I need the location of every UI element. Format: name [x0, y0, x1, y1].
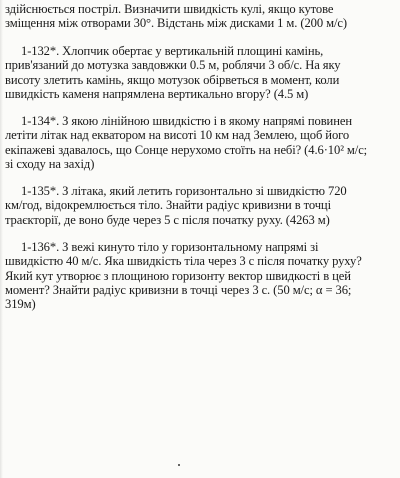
text-line: км/год, відокремлюється тіло. Знайти радіус кривизни в точці	[5, 198, 331, 213]
text-line: 1-132*. Хлопчик обертає у вертикальній площині камінь,	[21, 44, 324, 58]
scan-speck	[178, 464, 180, 466]
text-line: 319м)	[5, 297, 36, 312]
text-line: зміщення між отворами 30°. Відстань між дисками 1 м. (200 м/с)	[5, 16, 347, 31]
text-line: висоту злетить камінь, якщо мотузок обірветься в момент, коли	[5, 72, 340, 87]
text-line: швидкістю 40 м/с. Яка швидкість тіла через 3 с після початку руху?	[5, 254, 362, 269]
problem-1-132	[5, 44, 393, 101]
problem-1-134	[5, 114, 393, 171]
text-line: летіти літак над екватором на висоті 10 км над Землею, щоб його	[5, 128, 350, 143]
problem-continuation	[5, 2, 393, 31]
text-line: Який кут утворює з площиною горизонту вектор швидкості в цей	[5, 268, 351, 283]
text-line: зі сходу на захід)	[5, 156, 95, 171]
text-line: 1-136*. З вежі кинуто тіло у горизонтальному напрямі зі	[21, 240, 319, 254]
page-edge-shadow	[0, 0, 3, 478]
text-line: прив'язаний до мотузка завдовжки 0.5 м, роблячи 3 об/с. На яку	[5, 58, 341, 73]
problem-1-136	[5, 240, 393, 311]
problem-1-135	[5, 184, 393, 227]
text-line: момент? Знайти радіус кривизни в точці через 3 с. (50 м/с; α = 36;	[5, 282, 352, 297]
text-line: траєкторії, де воно буде через 5 с після початку руху. (4263 м)	[5, 212, 330, 227]
text-line: 1-134*. З якою лінійною швидкістю і в якому напрямі повинен	[21, 114, 352, 128]
text-line: екіпажеві здавалось, що Сонце нерухомо стоїть на небі? (4.6·10² м/с;	[5, 142, 368, 157]
text-line: здійснюється постріл. Визначити швидкість кулі, якщо кутове	[5, 2, 334, 16]
text-line: 1-135*. З літака, який летить горизонтально зі швидкістю 720	[21, 184, 347, 198]
text-line: швидкість каменя напрямлена вертикально вгору? (4.5 м)	[5, 86, 309, 101]
